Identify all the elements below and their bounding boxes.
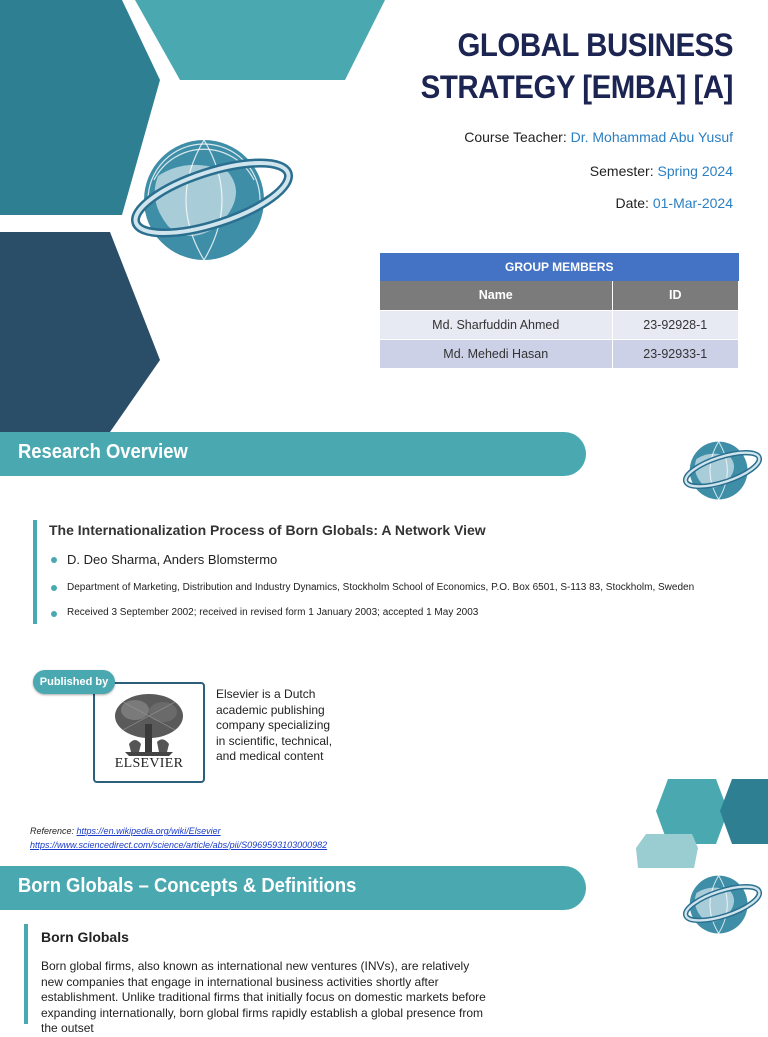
- member-name: Md. Sharfuddin Ahmed: [380, 310, 612, 339]
- course-teacher-line: [464, 129, 733, 145]
- accent-bar: [24, 924, 28, 1024]
- globe-icon: [682, 872, 762, 938]
- member-id: 23-92933-1: [612, 339, 739, 368]
- born-globals-paragraph: Born global firms, also known as international new ventures (INVs), are relatively new companies that engage in international business activities shortly after establishment. Unlike traditional firms that initially focus on domestic markets before expanding internationally, born global firms rapidly establish a global presence from the outset: [41, 959, 486, 1035]
- date-line: [615, 195, 733, 211]
- date-label: Date:: [615, 195, 649, 211]
- teacher-value: Dr. Mohammad Abu Yusuf: [570, 129, 733, 145]
- semester-value: Spring 2024: [657, 163, 733, 179]
- column-header-name: Name: [380, 281, 612, 310]
- semester-line: [590, 163, 733, 179]
- section-banner-born-globals: [0, 866, 586, 910]
- published-by-pill: Published by: [33, 670, 115, 694]
- born-globals-subheading: Born Globals: [41, 929, 129, 945]
- publisher-logo-box: [93, 682, 205, 783]
- reference-label: Reference:: [30, 826, 75, 836]
- title-line-1: GLOBAL BUSINESS: [457, 27, 733, 63]
- paper-affiliation: Department of Marketing, Distribution and Industry Dynamics, Stockholm School of Economics, P.O. Box 6501, S-113 83, Stockholm, Sweden: [67, 582, 695, 593]
- paper-title: The Internationalization Process of Born Globals: A Network View: [49, 522, 486, 538]
- reference-link-wikipedia[interactable]: https://en.wikipedia.org/wiki/Elsevier: [76, 826, 221, 836]
- globe-icon: [128, 136, 294, 266]
- accent-bar: [33, 520, 37, 624]
- decorative-hexagons-right: [636, 776, 768, 868]
- section-heading: Research Overview: [18, 441, 188, 463]
- table-row: [380, 310, 739, 339]
- bullet-dot-icon: [51, 611, 57, 617]
- teacher-label: Course Teacher:: [464, 129, 567, 145]
- date-value: 01-Mar-2024: [652, 195, 733, 211]
- member-name: Md. Mehedi Hasan: [380, 339, 612, 368]
- document-title: [347, 24, 733, 108]
- bullet-dot-icon: [51, 585, 57, 591]
- publisher-logo-text: ELSEVIER: [114, 756, 184, 771]
- table-caption: GROUP MEMBERS: [380, 253, 739, 281]
- globe-icon: [682, 438, 762, 504]
- reference-link-sciencedirect[interactable]: https://www.sciencedirect.com/science/article/abs/pii/S0969593103000982: [30, 840, 328, 850]
- section-banner-research-overview: [0, 432, 586, 476]
- table-row: [380, 339, 739, 368]
- semester-label: Semester:: [589, 163, 654, 179]
- member-id: 23-92928-1: [612, 310, 739, 339]
- reference-line: [30, 826, 221, 836]
- bullet-dot-icon: [51, 557, 57, 563]
- column-header-id: ID: [612, 281, 739, 310]
- reference-line: [30, 840, 327, 850]
- section-heading: Born Globals – Concepts & Definitions: [18, 875, 357, 897]
- group-members-table: [380, 253, 739, 368]
- title-line-2: STRATEGY [EMBA] [A]: [420, 69, 733, 105]
- paper-authors: D. Deo Sharma, Anders Blomstermo: [67, 552, 278, 567]
- paper-received-dates: Received 3 September 2002; received in revised form 1 January 2003; accepted 1 May 2003: [67, 607, 479, 618]
- publisher-description: Elsevier is a Dutch academic publishing company specializing in scientific, technical, and medical content: [216, 687, 333, 763]
